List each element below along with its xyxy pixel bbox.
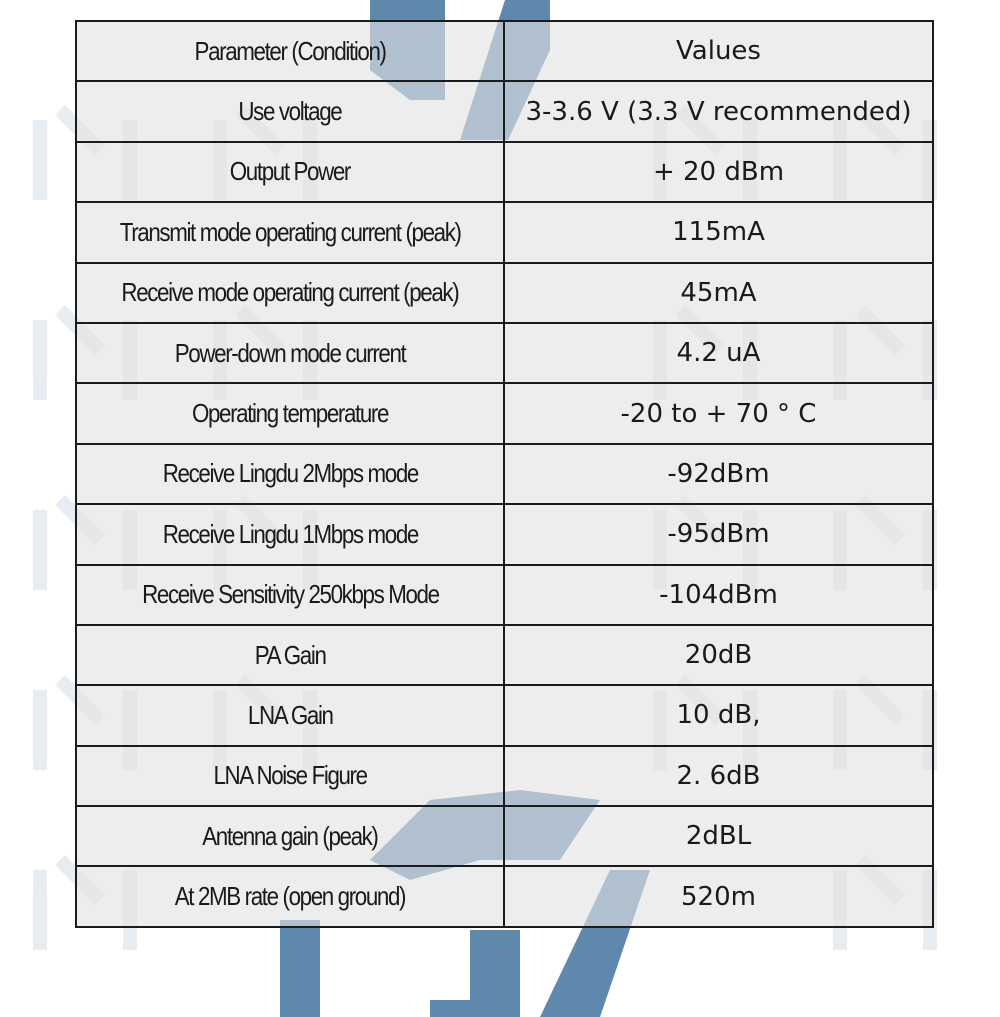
parameter-cell — [76, 263, 504, 323]
value-cell — [504, 202, 933, 262]
parameter-label: Use voltage — [238, 96, 342, 127]
table-row — [76, 565, 933, 625]
parameter-label: PA Gain — [254, 639, 326, 670]
value-label: -104dBm — [659, 579, 778, 610]
table-row — [76, 806, 933, 866]
value-label: 2dBL — [685, 821, 752, 852]
value-label: 4.2 uA — [676, 338, 761, 369]
parameter-cell — [76, 806, 504, 866]
parameter-label: LNA Gain — [247, 699, 333, 730]
table-row — [76, 504, 933, 564]
table-row — [76, 142, 933, 202]
value-cell — [504, 565, 933, 625]
parameter-label: Antenna gain (peak) — [202, 820, 378, 851]
parameter-label: LNA Noise Figure — [213, 760, 367, 791]
parameter-cell — [76, 444, 504, 504]
value-cell — [504, 866, 933, 926]
table-row — [76, 625, 933, 685]
value-label: -92dBm — [667, 458, 770, 489]
parameter-cell — [76, 81, 504, 141]
parameter-cell — [76, 866, 504, 926]
table-row — [76, 866, 933, 926]
value-label: 10 dB, — [676, 700, 761, 731]
parameter-label: At 2MB rate (open ground) — [174, 881, 406, 912]
value-cell — [504, 444, 933, 504]
value-cell — [504, 806, 933, 866]
value-label: + 20 dBm — [652, 156, 785, 187]
table-row — [76, 685, 933, 745]
table-row — [76, 202, 933, 262]
parameter-cell — [76, 504, 504, 564]
value-label: 520m — [681, 881, 756, 912]
parameter-cell — [76, 625, 504, 685]
parameter-label: Receive Lingdu 2Mbps mode — [162, 458, 418, 489]
table-row — [76, 444, 933, 504]
value-cell — [504, 383, 933, 443]
parameter-cell — [76, 202, 504, 262]
parameter-label: Operating temperature — [191, 398, 389, 429]
parameter-cell — [76, 746, 504, 806]
value-label: 115mA — [672, 217, 765, 248]
value-label: 2. 6dB — [676, 760, 761, 791]
value-cell — [504, 323, 933, 383]
value-label: 45mA — [680, 277, 757, 308]
parameter-label: Receive Lingdu 1Mbps mode — [162, 518, 418, 549]
parameter-cell — [76, 142, 504, 202]
parameter-label: Transmit mode operating current (peak) — [119, 216, 461, 247]
value-cell — [504, 625, 933, 685]
parameter-label: Power-down mode current — [174, 337, 406, 368]
table-row — [76, 263, 933, 323]
values-column-header — [504, 21, 933, 81]
parameter-cell — [76, 685, 504, 745]
value-label: 3-3.6 V (3.3 V recommended) — [525, 96, 912, 127]
parameter-column-header — [76, 21, 504, 81]
value-cell — [504, 746, 933, 806]
parameter-cell — [76, 565, 504, 625]
parameter-header-label: Parameter (Condition) — [194, 35, 386, 66]
specifications-table — [75, 20, 934, 928]
table-row — [76, 81, 933, 141]
parameter-cell — [76, 323, 504, 383]
value-label: -95dBm — [667, 519, 770, 550]
parameter-cell — [76, 383, 504, 443]
values-header-label: Values — [676, 36, 761, 67]
value-cell — [504, 685, 933, 745]
value-cell — [504, 81, 933, 141]
table-row — [76, 323, 933, 383]
value-label: 20dB — [684, 640, 753, 671]
value-cell — [504, 142, 933, 202]
table-row — [76, 383, 933, 443]
parameter-label: Receive mode operating current (peak) — [121, 277, 459, 308]
table-row — [76, 746, 933, 806]
parameter-label: Output Power — [229, 156, 351, 187]
value-label: -20 to + 70 ° C — [620, 398, 817, 429]
table-header-row — [76, 21, 933, 81]
parameter-label: Receive Sensitivity 250kbps Mode — [141, 579, 439, 610]
value-cell — [504, 263, 933, 323]
value-cell — [504, 504, 933, 564]
